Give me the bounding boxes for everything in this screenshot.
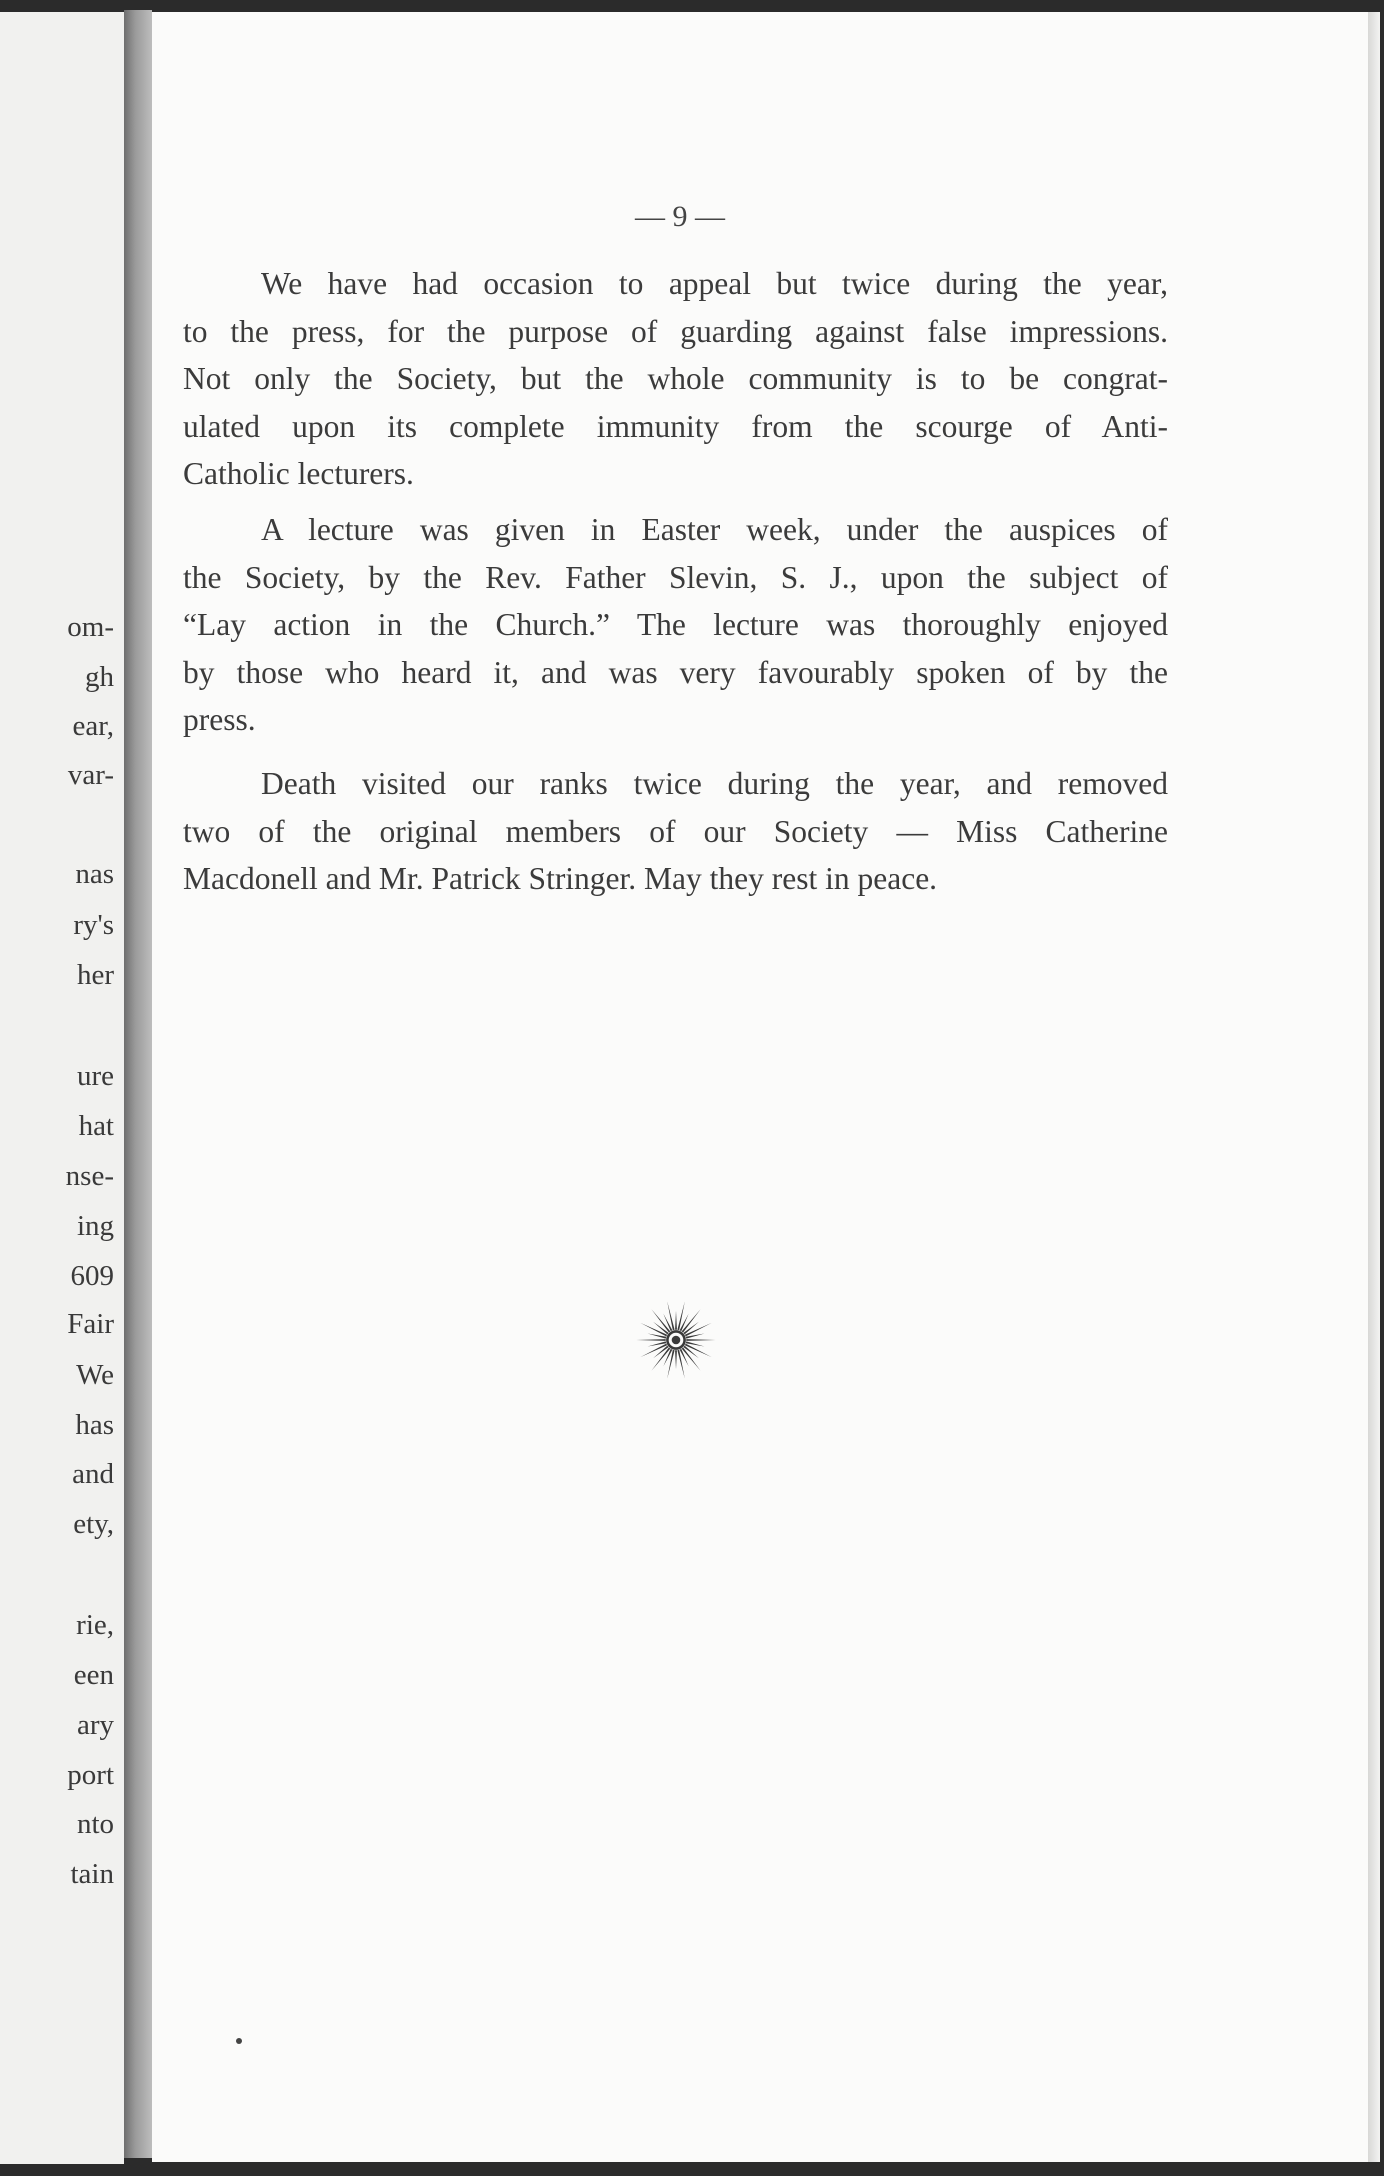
paragraph-lecture [183, 506, 1168, 744]
left-text-fragment: nse- [65, 1160, 114, 1192]
paragraph-death [183, 760, 1168, 903]
ornament-ray [686, 1339, 715, 1341]
left-text-fragment: var- [67, 759, 114, 791]
text-line: ulated upon its complete immunity from the scourge of Anti- [183, 408, 1168, 444]
text-line: Not only the Society, but the whole community is to be congrat- [183, 361, 1168, 396]
left-text-fragment: hat [78, 1110, 114, 1142]
stray-mark [236, 2038, 242, 2044]
left-text-fragment: ing [76, 1210, 114, 1242]
left-text-fragment: has [75, 1409, 114, 1441]
left-text-fragment: om- [67, 611, 114, 643]
left-text-fragment: rie, [76, 1609, 114, 1641]
left-text-fragment: We [76, 1359, 114, 1391]
left-text-fragment: ety, [73, 1508, 114, 1540]
text-line: “Lay action in the Church.” The lecture was thoroughly enjoyed [183, 607, 1168, 642]
book-gutter [124, 10, 152, 2158]
text-line: to the press, for the purpose of guarding against false impressions. [183, 313, 1168, 349]
text-line: the Society, by the Rev. Father Slevin, S. J., upon the subject of [183, 559, 1168, 595]
left-text-fragment: Fair [67, 1308, 114, 1340]
left-text-fragment: her [76, 959, 114, 991]
left-text-fragment: ary [76, 1709, 114, 1741]
text-line: We have had occasion to appeal but twice during the year, [261, 266, 1168, 301]
left-text-fragment: gh [85, 661, 114, 693]
left-text-fragment: ure [76, 1060, 114, 1092]
left-text-fragment: and [72, 1458, 114, 1490]
left-page [0, 12, 124, 2164]
ornament-ray [667, 1350, 674, 1379]
left-text-fragment: nto [76, 1808, 114, 1840]
left-text-fragment: tain [70, 1858, 114, 1890]
text-line: Macdonell and Mr. Patrick Stringer. May they rest in peace. [183, 861, 938, 896]
page-edge [1368, 12, 1380, 2162]
paragraph-press [183, 260, 1168, 498]
left-text-fragment: ry's [73, 909, 114, 941]
ornament-ray [667, 1301, 674, 1330]
starburst-ornament-icon [633, 1297, 719, 1383]
left-text-fragment: 609 [70, 1260, 114, 1292]
text-line: Death visited our ranks twice during the year, and removed [261, 766, 1168, 801]
ornament-ray [675, 1350, 677, 1369]
left-text-fragment: nas [75, 858, 114, 890]
ornament-ray [675, 1311, 677, 1330]
text-line: press. [183, 702, 256, 737]
text-line: two of the original members of our Society — Miss Catherine [183, 813, 1168, 849]
text-line: Catholic lecturers. [183, 456, 414, 491]
ornament-ray [636, 1339, 665, 1341]
left-text-fragment: port [67, 1759, 114, 1791]
ornament-ray [677, 1350, 684, 1379]
ornament-ray [677, 1301, 684, 1330]
text-line: by those who heard it, and was very favourably spoken of by the [183, 654, 1168, 690]
left-text-fragment: een [73, 1659, 114, 1691]
page-number: — 9 — [635, 200, 725, 233]
text-line: A lecture was given in Easter week, under the auspices of [261, 512, 1168, 547]
left-text-fragment: ear, [72, 710, 114, 742]
